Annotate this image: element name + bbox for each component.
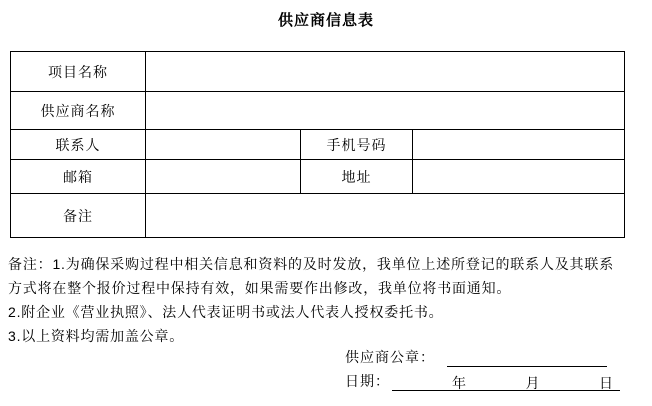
stamp-row bbox=[345, 347, 620, 371]
stamp-blank-field[interactable] bbox=[447, 349, 607, 367]
month-label: 月 bbox=[525, 375, 541, 391]
email-label: 邮箱 bbox=[11, 160, 146, 194]
remarks-label: 备注 bbox=[11, 194, 146, 238]
remarks-field[interactable] bbox=[146, 194, 625, 238]
note-line-3: 3.以上资料均需加盖公章。 bbox=[8, 328, 185, 344]
notes-section bbox=[8, 252, 614, 348]
note-line-1: 备注：1.为确保采购过程中相关信息和资料的及时发放，我单位上述所登记的联系人及其联系方式将在整个报价过程中保持有效，如果需要作出修改，我单位将书面通知。 bbox=[8, 256, 614, 296]
date-row bbox=[345, 371, 620, 395]
table-row bbox=[11, 194, 625, 238]
date-blank-field[interactable] bbox=[392, 373, 620, 391]
mobile-number-field[interactable] bbox=[413, 130, 625, 160]
contact-person-label: 联系人 bbox=[11, 130, 146, 160]
signature-section bbox=[345, 347, 620, 395]
email-field[interactable] bbox=[146, 160, 301, 194]
date-label: 日期： bbox=[345, 373, 390, 389]
project-name-label: 项目名称 bbox=[11, 52, 146, 92]
note-line-2: 2.附企业《营业执照》、法人代表证明书或法人代表人授权委托书。 bbox=[8, 304, 444, 320]
table-row bbox=[11, 160, 625, 194]
day-label: 日 bbox=[599, 375, 614, 391]
year-label: 年 bbox=[452, 375, 467, 391]
stamp-label: 供应商公章： bbox=[345, 349, 435, 365]
supplier-name-label: 供应商名称 bbox=[11, 92, 146, 130]
project-name-field[interactable] bbox=[146, 52, 625, 92]
supplier-info-table bbox=[10, 51, 625, 238]
table-row bbox=[11, 52, 625, 92]
page-title: 供应商信息表 bbox=[277, 12, 374, 29]
supplier-name-field[interactable] bbox=[146, 92, 625, 130]
address-field[interactable] bbox=[413, 160, 625, 194]
address-label: 地址 bbox=[301, 160, 413, 194]
table-row bbox=[11, 130, 625, 160]
contact-person-field[interactable] bbox=[146, 130, 301, 160]
table-row bbox=[11, 92, 625, 130]
mobile-number-label: 手机号码 bbox=[301, 130, 413, 160]
